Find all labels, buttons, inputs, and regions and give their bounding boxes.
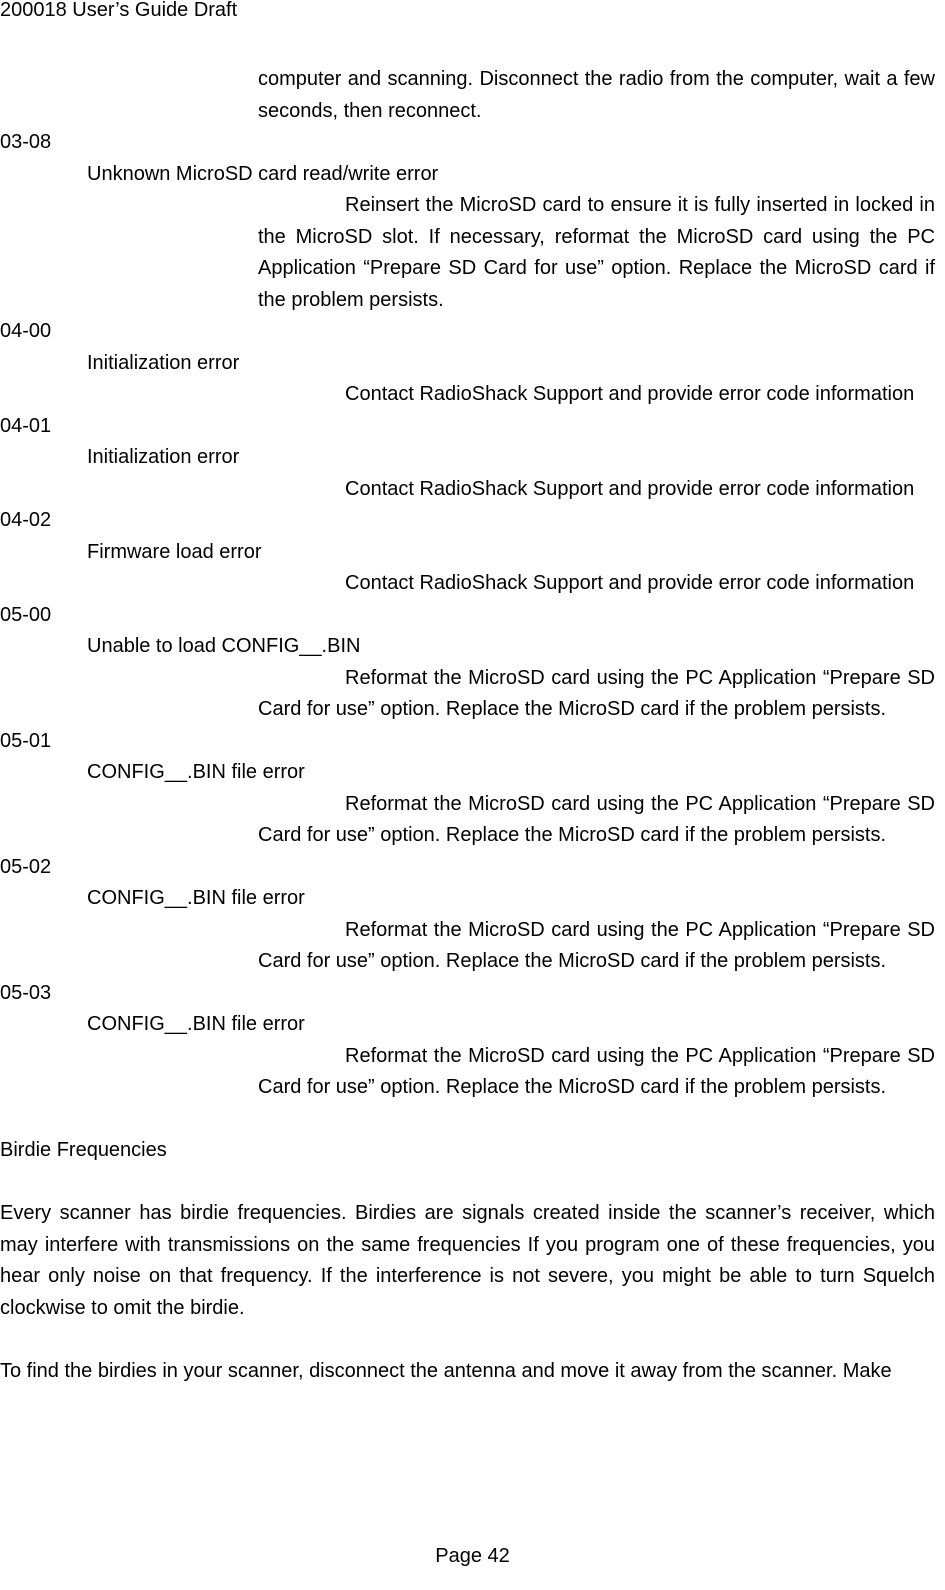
error-entry	[0, 978, 935, 1104]
error-entry	[0, 316, 935, 411]
section-paragraph: Every scanner has birdie frequencies. Birdies are signals created inside the scanner’s receiver, which may interfere with transmissions on the same frequencies If you program one of these frequencies, you hear only noise on that frequency. If the interference is not severe, you might be able to turn Squelch clockwise to omit the birdie.	[0, 1202, 935, 1319]
error-title: CONFIG__.BIN file error	[87, 887, 305, 909]
error-entry	[0, 411, 935, 506]
error-code: 05-00	[0, 603, 52, 626]
page-content	[0, 64, 935, 1387]
error-description: Reformat the MicroSD card using the PC Application “Prepare SD Card for use” option. Replace the MicroSD card if the problem persists.	[258, 918, 935, 972]
page-number: Page 42	[435, 1545, 510, 1567]
error-code: 05-02	[0, 855, 52, 878]
error-code: 05-03	[0, 981, 52, 1004]
error-title: CONFIG__.BIN file error	[87, 1013, 305, 1035]
error-description: Reformat the MicroSD card using the PC Application “Prepare SD Card for use” option. Replace the MicroSD card if the problem persists.	[258, 666, 935, 720]
error-entry	[0, 600, 935, 726]
error-entry	[0, 127, 935, 316]
error-title: Initialization error	[87, 446, 240, 468]
error-description: Contact RadioShack Support and provide error code information	[345, 383, 915, 405]
section-title: Birdie Frequencies	[0, 1139, 167, 1161]
error-code: 04-00	[0, 320, 52, 342]
error-title: Firmware load error	[87, 540, 262, 563]
error-title: CONFIG__.BIN file error	[87, 761, 305, 783]
error-code-list	[0, 127, 935, 1104]
error-code: 05-01	[0, 729, 52, 752]
error-description: Contact RadioShack Support and provide error code information	[345, 477, 915, 500]
continuation-text: computer and scanning. Disconnect the radio from the computer, wait a few seconds, then reconnect.	[258, 68, 935, 122]
error-description: Contact RadioShack Support and provide error code information	[345, 572, 915, 594]
error-code: 04-01	[0, 414, 52, 437]
error-title: Initialization error	[87, 351, 240, 374]
error-entry	[0, 505, 935, 600]
error-entry	[0, 726, 935, 852]
error-title: Unknown MicroSD card read/write error	[87, 162, 439, 185]
error-title: Unable to load CONFIG__.BIN	[87, 635, 361, 657]
error-description: Reformat the MicroSD card using the PC Application “Prepare SD Card for use” option. Replace the MicroSD card if the problem persists.	[258, 1044, 935, 1098]
page-header: 200018 User’s Guide Draft	[0, 0, 238, 21]
error-description: Reinsert the MicroSD card to ensure it is fully inserted in locked in the MicroSD slot. If necessary, reformat the MicroSD card using the PC Application “Prepare SD Card for use” option. Replace the MicroSD card if the problem persists.	[258, 194, 935, 311]
section-paragraph: To find the birdies in your scanner, disconnect the antenna and move it away from the scanner. Make	[0, 1359, 892, 1382]
error-code: 03-08	[0, 131, 52, 153]
error-entry	[0, 852, 935, 978]
error-code: 04-02	[0, 509, 52, 531]
error-description: Reformat the MicroSD card using the PC Application “Prepare SD Card for use” option. Replace the MicroSD card if the problem persists.	[258, 792, 935, 846]
